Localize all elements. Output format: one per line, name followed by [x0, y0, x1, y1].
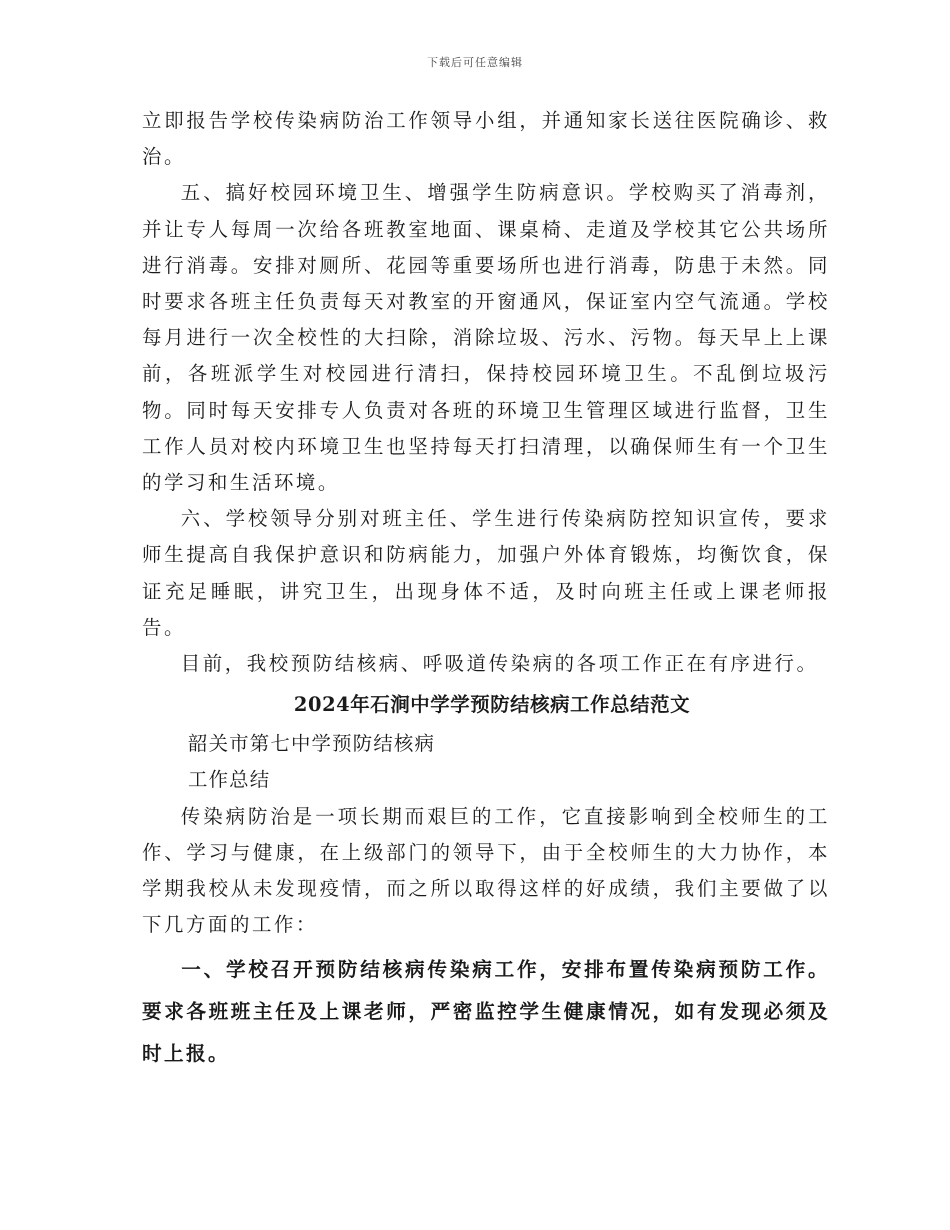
school-name-line: 韶关市第七中学预防结核病 — [188, 732, 436, 756]
paragraph-item-five: 五、搞好校园环境卫生、增强学生防病意识。学校购买了消毒剂，并让专人每周一次给各班教室地面、课桌椅、走道及学校其它公共场所进行消毒。安排对厕所、花园等重要场所也进行消毒，防患于未然。同时要求各班主任负责每天对教室的开窗通风，保证室内空气流通。学校每月进行一次全校性的大扫除，消除垃圾、污水、污物。每天早上上课前，各班派学生对校园进行清扫，保持校园环境卫生。不乱倒垃圾污物。同时每天安排专人负责对各班的环境卫生管理区域进行监督，卫生工作人员对校内环境卫生也坚持每天打扫清理，以确保师生有一个卫生的学习和生活环境。 — [142, 181, 830, 495]
paragraph-current-status: 目前，我校预防结核病、呼吸道传染病的各项工作正在有序进行。 — [180, 652, 819, 676]
summary-label-line: 工作总结 — [188, 768, 271, 792]
paragraph-item-six: 六、学校领导分别对班主任、学生进行传染病防控知识宣传，要求师生提高自我保护意识和防病能力，加强户外体育锻炼，均衡饮食，保证充足睡眠，讲究卫生，出现身体不适，及时向班主任或上课老师报告。 — [142, 507, 830, 639]
section-title: 2024年石涧中学学预防结核病工作总结范文 — [293, 693, 691, 717]
paragraph-item-one-bold: 一、学校召开预防结核病传染病工作，安排布置传染病预防工作。要求各班班主任及上课老师，严密监控学生健康情况，如有发现必须及时上报。 — [142, 958, 830, 1066]
document-body — [142, 103, 830, 1075]
page-header-note: 下载后可任意编辑 — [427, 56, 523, 69]
paragraph-continuation: 立即报告学校传染病防治工作领导小组，并通知家长送往医院确诊、救治。 — [142, 109, 830, 169]
paragraph-intro: 传染病防治是一项长期而艰巨的工作，它直接影响到全校师生的工作、学习与健康，在上级部门的领导下，由于全校师生的大力协作，本学期我校从未发现疫情，而之所以取得这样的好成绩，我们主要做了以下几方面的工作： — [142, 804, 830, 937]
